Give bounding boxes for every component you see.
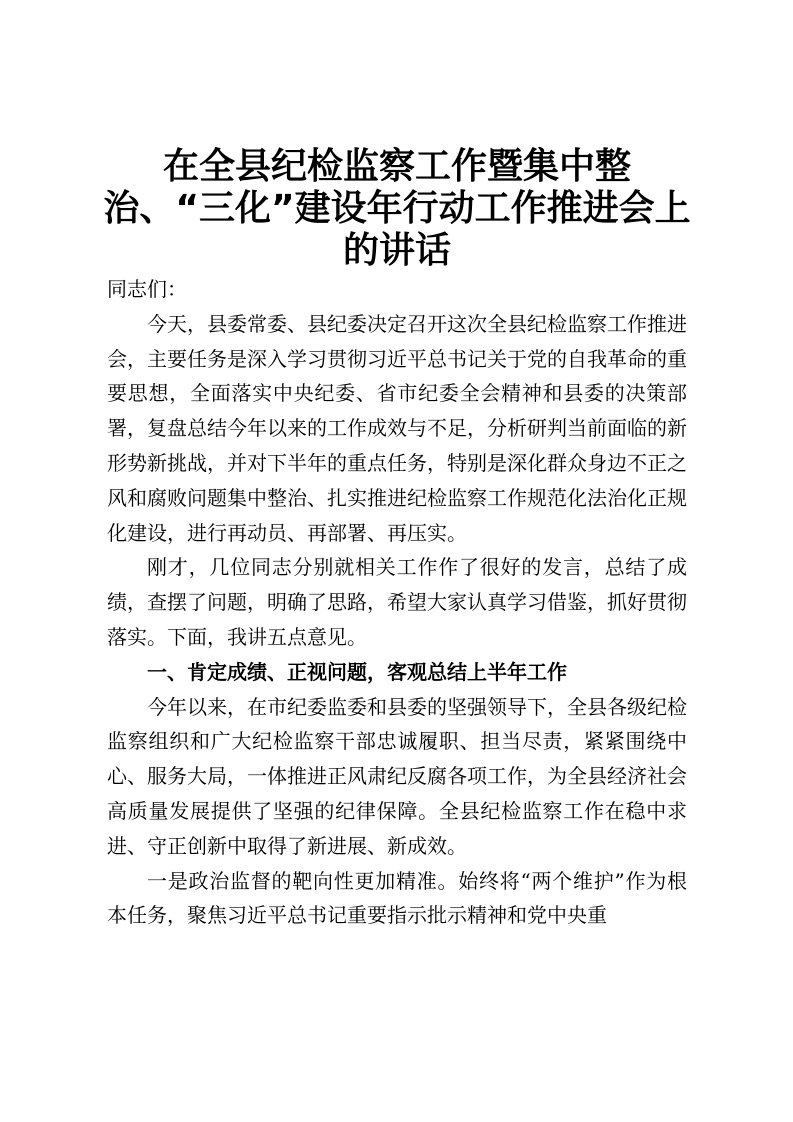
salutation: 同志们：: [107, 277, 187, 301]
body-paragraph: 一是政治监督的靶向性更加精准。始终将“两个维护”作为根本任务，聚焦习近平总书记重要指示批示精神和党中央重: [107, 868, 687, 928]
section-heading: 一、肯定成绩、正视问题，客观总结上半年工作: [147, 659, 567, 684]
body-paragraph: 刚才，几位同志分别就相关工作作了很好的发言，总结了成绩，查摆了问题，明确了思路，希望大家认真学习借鉴，抓好贯彻落实。下面，我讲五点意见。: [107, 555, 687, 649]
body-paragraph: 今年以来，在市纪委监委和县委的坚强领导下，全县各级纪检监察组织和广大纪检监察干部忠诚履职、担当尽责，紧紧围绕中心、服务大局，一体推进正风肃纪反腐各项工作，为全县经济社会高质量发展提供了坚强的纪律保障。全县纪检监察工作在稳中求进、守正创新中取得了新进展、新成效。: [107, 694, 687, 858]
body-paragraph: 今天，县委常委、县纪委决定召开这次全县纪检监察工作推进会，主要任务是深入学习贯彻习近平总书记关于党的自我革命的重要思想，全面落实中央纪委、省市纪委全会精神和县委的决策部署，复盘总结今年以来的工作成效与不足，分析研判当前面临的新形势新挑战，并对下半年的重点任务，特别是深化群众身边不正之风和腐败问题集中整治、扎实推进纪检监察工作规范化法治化正规化建设，进行再动员、再部署、再压实。: [107, 311, 687, 545]
document-body: [107, 272, 687, 933]
document-title: 在全县纪检监察工作暨集中整治、“三化”建设年行动工作推进会上的讲话: [103, 146, 691, 271]
